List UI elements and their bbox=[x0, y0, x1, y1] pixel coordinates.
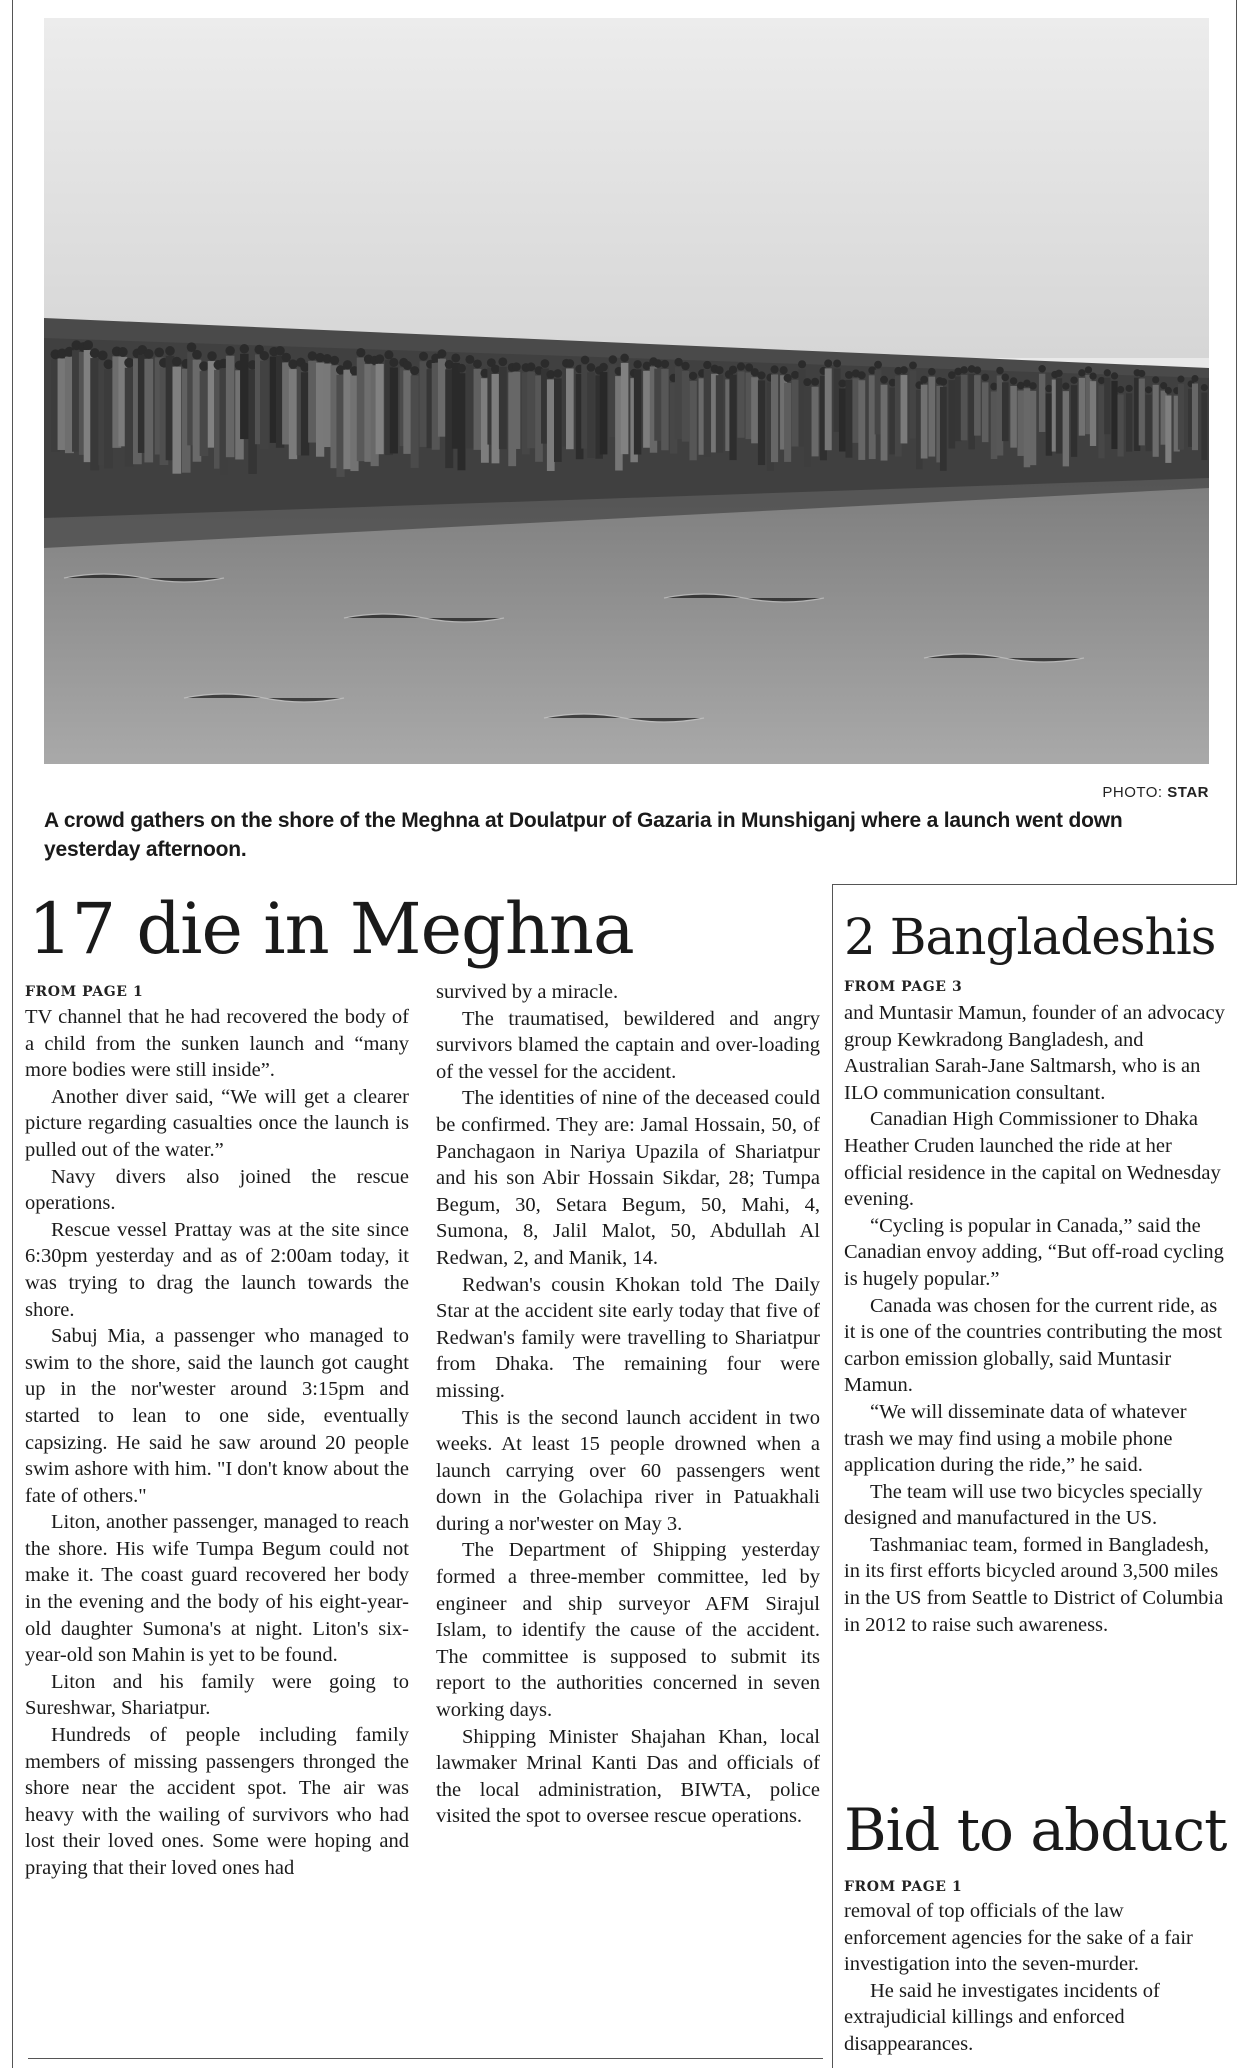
crowd-person-head bbox=[308, 351, 317, 360]
crowd-person bbox=[792, 380, 799, 447]
crowd-person-head bbox=[633, 360, 641, 368]
crowd-person-head bbox=[104, 359, 114, 369]
crowd-person bbox=[881, 385, 888, 461]
crowd-person-head bbox=[288, 359, 297, 368]
crowd-person bbox=[104, 369, 113, 468]
crowd-person-head bbox=[260, 351, 269, 360]
paragraph: Redwan's cousin Khokan told The Daily Star at the accident site early today that five of Redwan's family were travelling to Shariatpur from Dhaka. The remaining four were missing. bbox=[436, 1273, 820, 1402]
crowd-person-head bbox=[909, 361, 917, 369]
crowd-person bbox=[513, 372, 521, 449]
main-story-column-1 bbox=[25, 1004, 409, 2044]
crowd-person bbox=[1201, 393, 1207, 461]
crowd-person-head bbox=[960, 366, 968, 374]
crowd-person bbox=[547, 379, 555, 471]
crowd-person-head bbox=[981, 374, 989, 382]
side-box-left-rule bbox=[832, 884, 833, 2068]
crowd-person bbox=[376, 364, 384, 454]
paragraph: “Cycling is popular in Canada,” said the Canadian envoy adding, “But off-road cycling is hugely popular.” bbox=[844, 1214, 1224, 1290]
crowd-person bbox=[974, 375, 981, 435]
crowd-person bbox=[982, 382, 989, 442]
crowd-person-head bbox=[798, 360, 806, 368]
crowd-person-head bbox=[144, 349, 154, 359]
crowd-person bbox=[1010, 386, 1017, 448]
crowd-person bbox=[240, 354, 248, 439]
paragraph: TV channel that he had recovered the body of a child from the sunken launch and “many more bodies were still inside”. bbox=[25, 1006, 409, 1082]
crowd-person-head bbox=[165, 346, 175, 356]
crowd-person bbox=[1046, 393, 1052, 455]
crowd-person-head bbox=[1029, 382, 1036, 389]
crowd-person bbox=[852, 378, 859, 443]
crowd-person bbox=[289, 369, 297, 459]
crowd-person bbox=[804, 387, 811, 466]
crowd-person bbox=[751, 377, 758, 443]
crowd-person bbox=[301, 372, 309, 455]
crowd-person-head bbox=[689, 372, 697, 380]
crowd-person bbox=[200, 371, 209, 456]
crowd-person-head bbox=[172, 357, 182, 367]
crowd-person bbox=[600, 372, 608, 454]
crowd-person-head bbox=[491, 365, 500, 374]
crowd-person-head bbox=[343, 360, 352, 369]
crowd-person bbox=[1098, 385, 1104, 458]
crowd-person-head bbox=[1138, 370, 1145, 377]
paragraph: The team will use two bicycles specially designed and manufactured in the US. bbox=[844, 1480, 1203, 1530]
paragraph: Sabuj Mia, a passenger who managed to swim to the shore, said the launch got caught up in the nor'wester around 3:15pm and started to lean to one side, eventually capsizing. He said he saw around 20 people swim ashore with him. "I don't know about the fate of others." bbox=[25, 1325, 409, 1507]
crowd-person-head bbox=[900, 366, 908, 374]
crowd-person-head bbox=[192, 350, 202, 360]
crowd-person-head bbox=[553, 369, 562, 378]
crowd-person bbox=[1090, 381, 1096, 446]
crowd-person-head bbox=[207, 351, 217, 361]
crowd-person bbox=[1030, 391, 1036, 465]
crowd-person bbox=[1139, 378, 1145, 445]
crowd-person bbox=[226, 356, 235, 457]
crowd-person bbox=[737, 372, 744, 438]
crowd-person-head bbox=[824, 359, 832, 367]
side-story-1-kicker: FROM PAGE 3 bbox=[844, 979, 963, 995]
crowd-person-head bbox=[375, 354, 384, 363]
paragraph: Another diver said, “We will get a clearer picture regarding casualties once the launch is pulled out of the water.” bbox=[25, 1085, 409, 1161]
crowd-person-head bbox=[939, 378, 947, 386]
crowd-person-head bbox=[974, 366, 982, 374]
crowd-person-head bbox=[1177, 376, 1184, 383]
side-story-1-headline: 2 Bangladeshis bbox=[844, 908, 1216, 966]
crowd-person bbox=[634, 369, 641, 454]
crowd-person bbox=[661, 369, 668, 450]
crowd-person bbox=[654, 369, 661, 441]
crowd-person-head bbox=[1111, 372, 1118, 379]
crowd-person-head bbox=[833, 360, 841, 368]
crowd-person bbox=[492, 374, 500, 463]
crowd-person bbox=[1079, 378, 1085, 436]
crowd-person-head bbox=[1001, 374, 1009, 382]
crowd-person bbox=[729, 375, 736, 460]
crowd-person bbox=[716, 375, 723, 452]
crowd-person-head bbox=[811, 378, 819, 386]
crowd-person bbox=[910, 370, 917, 438]
crowd-person bbox=[420, 361, 428, 447]
crowd-person bbox=[527, 372, 535, 449]
side-story-1-body bbox=[844, 1000, 1226, 1788]
crowd-person bbox=[1071, 385, 1077, 457]
crowd-person bbox=[771, 374, 778, 462]
crowd-person bbox=[1165, 395, 1171, 462]
crowd-person-head bbox=[757, 371, 765, 379]
crowd-person-head bbox=[465, 355, 474, 364]
crowd-person bbox=[125, 368, 134, 467]
crowd-person-head bbox=[609, 355, 618, 364]
crowd-person-head bbox=[729, 366, 737, 374]
crowd-person-head bbox=[410, 366, 419, 375]
crowd-person bbox=[1104, 378, 1110, 435]
left-page-rule bbox=[12, 0, 13, 2068]
crowd-person bbox=[411, 376, 419, 468]
crowd-person bbox=[144, 359, 153, 463]
crowd-person-head bbox=[98, 350, 108, 360]
crowd-person-head bbox=[541, 359, 550, 368]
crowd-person-head bbox=[1117, 386, 1124, 393]
crowd-person-head bbox=[1078, 369, 1085, 376]
crowd-person-head bbox=[1010, 377, 1018, 385]
side-story-2-kicker: FROM PAGE 1 bbox=[844, 1879, 963, 1895]
crowd-person-head bbox=[437, 349, 446, 358]
crowd-person-head bbox=[703, 361, 711, 369]
right-page-rule bbox=[1236, 0, 1237, 885]
photo-caption: A crowd gathers on the shore of the Meghna at Doulatpur of Gazaria in Munshiganj where a launch went down yesterday afternoon. bbox=[44, 809, 1123, 861]
crowd-person-head bbox=[473, 359, 482, 368]
crowd-person bbox=[466, 364, 474, 448]
crowd-person-head bbox=[1055, 370, 1062, 377]
crowd-person bbox=[357, 358, 365, 462]
crowd-person-head bbox=[1098, 377, 1105, 384]
crowd-person bbox=[1039, 374, 1045, 432]
paragraph: survived by a miracle. bbox=[436, 981, 619, 1003]
crowd-person bbox=[812, 387, 819, 457]
crowd-person-head bbox=[1070, 376, 1077, 383]
paragraph: Liton, another passenger, managed to reach the shore. His wife Tumpa Begum could not make it. The coast guard recovered her body in the evening and the body of his eight-year-old daughter Sumona's at night. Liton's six-year-old son Mahin is yet to be found. bbox=[25, 1511, 409, 1667]
paragraph: He said he investigates incidents of extrajudicial killings and enforced disappearances. bbox=[844, 1979, 1160, 2055]
crowd-person-head bbox=[780, 366, 788, 374]
crowd-person bbox=[961, 375, 968, 440]
crowd-person bbox=[1153, 385, 1159, 457]
crowd-person-head bbox=[920, 376, 928, 384]
crowd-person bbox=[1118, 395, 1124, 457]
crowd-person bbox=[1146, 395, 1152, 451]
crowd-person-head bbox=[990, 383, 998, 391]
crowd-person-head bbox=[803, 378, 811, 386]
crowd-person bbox=[1017, 391, 1023, 456]
crowd-person-head bbox=[599, 363, 608, 372]
main-story-column-2 bbox=[436, 979, 820, 2039]
crowd-person-head bbox=[83, 340, 93, 350]
crowd-person-head bbox=[880, 376, 888, 384]
crowd-person-head bbox=[240, 344, 249, 353]
crowd-person-head bbox=[1038, 365, 1045, 372]
crowd-person-head bbox=[661, 360, 669, 368]
side-story-2-headline: Bid to abduct bbox=[844, 1796, 1227, 1864]
crowd-person-head bbox=[1062, 382, 1069, 389]
crowd-person-head bbox=[1201, 384, 1208, 391]
crowd-person bbox=[1126, 393, 1132, 451]
crowd-person bbox=[955, 376, 962, 441]
paragraph: “We will disseminate data of whatever trash we may find using a mobile phone application during the ride,” he said. bbox=[844, 1400, 1187, 1477]
crowd-person-head bbox=[737, 362, 745, 370]
crowd-person bbox=[689, 381, 696, 460]
crowd-person bbox=[308, 361, 316, 443]
crowd-person-head bbox=[858, 371, 866, 379]
paragraph: Hundreds of people including family members of missing passengers thronged the shore near the accident spot. The air was heavy with the wailing of survivors who had lost their loved ones. Some were hoping and praying that their loved ones had bbox=[25, 1724, 409, 1879]
crowd-person bbox=[846, 380, 853, 458]
crowd-person bbox=[940, 387, 947, 471]
crowd-person bbox=[621, 363, 629, 454]
crowd-person-head bbox=[1089, 372, 1096, 379]
paragraph: Shipping Minister Shajahan Khan, local lawmaker Mrinal Kanti Das and officials of the local administration, BIWTA, police visited the spot to oversee rescue operations. bbox=[436, 1725, 820, 1828]
paragraph: Canada was chosen for the current ride, as it is one of the countries contributing the most carbon emission globally, said Muntasir Mamun. bbox=[844, 1294, 1223, 1397]
crowd-person-head bbox=[874, 361, 882, 369]
crowd-person bbox=[554, 378, 562, 462]
crowd-person-head bbox=[356, 348, 365, 357]
crowd-person-head bbox=[996, 367, 1004, 375]
paragraph: removal of top officials of the law enforcement agencies for the sake of a fair investigation into the seven-murder. bbox=[844, 1900, 1193, 1976]
crowd-person bbox=[928, 377, 935, 457]
crowd-person-head bbox=[845, 371, 853, 379]
crowd-person bbox=[587, 372, 595, 458]
crowd-person bbox=[1178, 384, 1184, 450]
main-story-kicker: FROM PAGE 1 bbox=[25, 984, 144, 1000]
crowd-person bbox=[1024, 388, 1030, 467]
photo-illustration bbox=[44, 18, 1209, 764]
crowd-person bbox=[260, 361, 268, 449]
crowd-person bbox=[1002, 382, 1009, 441]
crowd-person bbox=[704, 370, 711, 457]
photo-credit bbox=[900, 784, 1209, 801]
paragraph: Navy divers also joined the rescue operations. bbox=[25, 1165, 409, 1215]
crowd-person bbox=[1111, 381, 1117, 449]
crowd-person bbox=[839, 388, 846, 451]
crowd-person bbox=[948, 380, 955, 448]
bottom-rule bbox=[28, 2058, 823, 2059]
crowd-person bbox=[1192, 384, 1198, 451]
crowd-person bbox=[643, 371, 650, 448]
crowd-person bbox=[403, 370, 411, 453]
crowd-person bbox=[921, 385, 928, 459]
crowd-person-head bbox=[403, 361, 412, 370]
crowd-person bbox=[858, 380, 865, 460]
crowd-person bbox=[172, 367, 181, 474]
crowd-person-head bbox=[681, 362, 689, 370]
crowd-person bbox=[1056, 378, 1062, 453]
crowd-person-head bbox=[498, 357, 507, 366]
crowd-person bbox=[458, 373, 466, 470]
crowd-person-head bbox=[527, 362, 536, 371]
crowd-person-head bbox=[384, 350, 393, 359]
crowd-person bbox=[390, 367, 398, 453]
crowd-person bbox=[90, 358, 99, 470]
crowd-person-head bbox=[118, 347, 128, 357]
crowd-person-head bbox=[587, 363, 596, 372]
crowd-person bbox=[991, 391, 998, 459]
crowd-person bbox=[901, 375, 908, 443]
crowd-person-head bbox=[1126, 385, 1133, 392]
crowd-person-head bbox=[199, 361, 209, 371]
crowd-person-head bbox=[566, 359, 575, 368]
crowd-person-head bbox=[1191, 375, 1198, 382]
crowd-person-head bbox=[838, 379, 846, 387]
crowd-person bbox=[758, 380, 765, 465]
crowd-person bbox=[499, 367, 507, 449]
crowd-person-head bbox=[928, 368, 936, 376]
paragraph: Tashmaniac team, formed in Bangladesh, in its first efforts bicycled around 3,500 miles in the US from Seattle to District of Columbia in 2012 to raise such awareness. bbox=[844, 1533, 1224, 1636]
news-photo-crowd-on-shore bbox=[44, 18, 1209, 764]
crowd-person-head bbox=[225, 346, 235, 356]
crowd-person bbox=[474, 369, 482, 450]
crowd-person-head bbox=[771, 365, 779, 373]
crowd-person-head bbox=[620, 354, 629, 363]
crowd-person bbox=[682, 371, 689, 442]
crowd-person-head bbox=[330, 356, 339, 365]
crowd-person bbox=[1063, 391, 1069, 466]
paragraph: This is the second launch accident in two weeks. At least 15 people drowned when a launch carrying over 60 passengers went down in the Golachipa river in Patuakhali during a nor'wester on May 3. bbox=[436, 1406, 820, 1535]
crowd-person-head bbox=[124, 358, 134, 368]
paragraph: Rescue vessel Prattay was at the site since 6:30pm yesterday and as of 2:00am today, it was trying to drag the launch towards the shore. bbox=[25, 1218, 409, 1321]
crowd-person-head bbox=[1145, 386, 1152, 393]
photo-credit-source: STAR bbox=[1167, 784, 1209, 801]
main-story-headline: 17 die in Meghna bbox=[28, 888, 634, 970]
crowd-person bbox=[566, 368, 574, 449]
crowd-person-head bbox=[389, 358, 398, 367]
crowd-person-head bbox=[581, 356, 590, 365]
crowd-person bbox=[825, 368, 832, 450]
crowd-person bbox=[675, 367, 682, 439]
photo-credit-label: PHOTO: bbox=[1102, 784, 1163, 801]
crowd-person-head bbox=[1165, 387, 1172, 394]
crowd-person-head bbox=[715, 366, 723, 374]
photo-sky bbox=[44, 18, 1209, 358]
crowd-person-head bbox=[512, 362, 521, 371]
crowd-person bbox=[968, 374, 975, 449]
paragraph: Liton and his family were going to Sureshwar, Shariatpur. bbox=[25, 1670, 409, 1720]
crowd-person-head bbox=[457, 364, 466, 373]
paragraph: The traumatised, bewildered and angry survivors blamed the captain and over-loading of the vessel for the accident. bbox=[436, 1007, 820, 1083]
crowd-person-head bbox=[784, 374, 792, 382]
crowd-person-head bbox=[1085, 366, 1092, 373]
crowd-person-head bbox=[282, 353, 291, 362]
crowd-person-head bbox=[791, 371, 799, 379]
crowd-person-head bbox=[451, 353, 460, 362]
crowd-person bbox=[316, 363, 324, 457]
paragraph: The identities of nine of the deceased could be confirmed. They are: Jamal Hossain, 50, of Panchagaon in Nariya Upazila of Shariatpur and his son Abir Hossain Sikdar, 28; Tumpa Begum, 30, Setara Begum, 50, Mahi, 4, Sumona, 8, Jalil Malot, 50, Abdullah Al Redwan, 2, and Manik, 14. bbox=[436, 1087, 820, 1269]
crowd-person bbox=[784, 383, 791, 462]
paragraph: The Department of Shipping yesterday formed a three-member committee, led by engineer and ship surveyor AFM Sirajul Islam, to identify the cause of the accident. The committee is supposed to submit its report to the authorities concerned in seven working days. bbox=[436, 1539, 820, 1722]
crowd-person-head bbox=[1045, 385, 1052, 392]
paragraph: Canadian High Commissioner to Dhaka Heather Cruden launched the ride at her official residence in the capital on Wednesday evening. bbox=[844, 1108, 1221, 1211]
crowd-person bbox=[323, 364, 331, 447]
crowd-person-head bbox=[1104, 369, 1111, 376]
crowd-person-head bbox=[154, 347, 164, 357]
side-box-top-rule bbox=[832, 884, 1236, 885]
crowd-person-head bbox=[419, 352, 428, 361]
side-story-2-body bbox=[844, 1898, 1226, 2068]
crowd-person bbox=[438, 359, 446, 437]
paragraph: and Muntasir Mamun, founder of an advocacy group Kewkradong Bangladesh, and Australian Sarah-Jane Saltmarsh, who is an ILO communication consultant. bbox=[844, 1002, 1225, 1104]
crowd-person-head bbox=[1152, 376, 1159, 383]
